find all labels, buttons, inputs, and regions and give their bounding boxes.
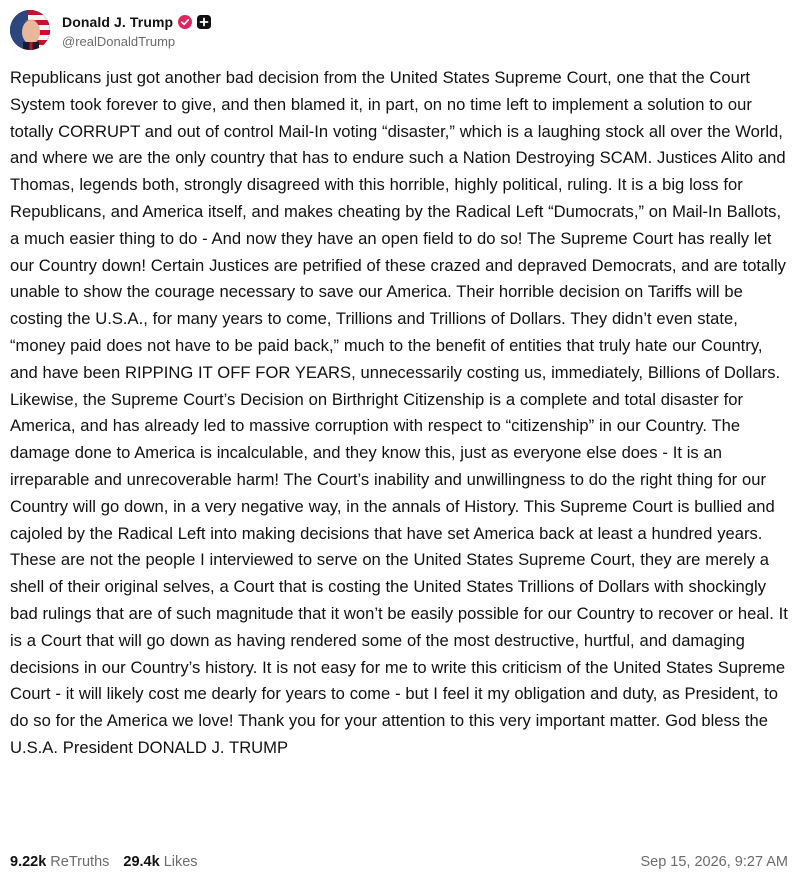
author-names (62, 11, 211, 49)
post-header (10, 8, 211, 52)
author-display-name[interactable]: Donald J. Trump (62, 14, 174, 30)
verified-badge-icon (178, 15, 192, 29)
avatar-image (10, 10, 50, 50)
avatar[interactable] (10, 10, 50, 50)
post-timestamp[interactable]: Sep 15, 2026, 9:27 AM (640, 854, 788, 870)
retruths-count: 9.22k (10, 854, 47, 870)
author-handle[interactable]: @realDonaldTrump (62, 34, 176, 49)
retruths-label: ReTruths (50, 854, 110, 870)
plus-icon[interactable] (197, 15, 211, 29)
likes-count: 29.4k (123, 854, 160, 870)
name-row (62, 11, 211, 33)
likes-stat[interactable] (123, 854, 197, 870)
post-footer (10, 851, 788, 873)
likes-label: Likes (163, 854, 198, 870)
post-text: Republicans just got another bad decision from the United States Supreme Court, one that the Court System took forever to give, and then blamed it, in part, on no time left to implement a solution to our totally CORRUPT and out of control Mail-In voting “disaster,” which is a laughing stock all over the World, and where we are the only country that has to endure such a Nation Destroying SCAM. Justices Alito and Thomas, legends both, strongly disagreed with this horrible, highly political, ruling. It is a big loss for Republicans, and America itself, and makes cheating by the Radical Left “Dumocrats,” on Mail-In Ballots, a much easier thing to do - And now they have an open field to do so! The Supreme Court has really let our Country down! Certain Justices are petrified of these crazed and depraved Democrats, and are totally unable to show the courage necessary to save our America. Their horrible decision on Tariffs will be costing the U.S.A., for many years to come, Trillions and Trillions of Dollars. They didn’t even state, “money paid does not have to be paid back,” much to the benefit of entities that truly hate our Country, and have been RIPPING IT OFF FOR YEARS, unnecessarily costing us, immediately, Billions of Dollars. Likewise, the Supreme Court’s Decision on Birthright Citizenship is a complete and total disaster for America, and has already led to massive corruption with respect to “citizenship” in our Country. The damage done to America is incalculable, and they know this, just as everyone else does - It is an irreparable and unrecoverable harm! The Court’s inability and unwillingness to do the right thing for our Country will go down, in a very negative way, in the annals of History. This Supreme Court is bullied and cajoled by the Radical Left into making decisions that have set America back at least a hundred years. These are not the people I interviewed to serve on the United States Supreme Court, they are merely a shell of their original selves, a Court that is costing the United States Trillions of Dollars with shockingly bad rulings that are of such magnitude that it won’t be easily possible for our Country to recover or heal. It is a Court that will go down as having rendered some of the most destructive, hurtful, and damaging decisions in our Country’s history. It is not easy for me to write this criticism of the United States Supreme Court - it will likely cost me dearly for years to come - but I feel it my obligation and duty, as President, to do so for the America we love! Thank you for your attention to this very important matter. God bless the U.S.A. President DONALD J. TRUMP (10, 68, 788, 757)
retruths-stat[interactable] (10, 854, 109, 870)
